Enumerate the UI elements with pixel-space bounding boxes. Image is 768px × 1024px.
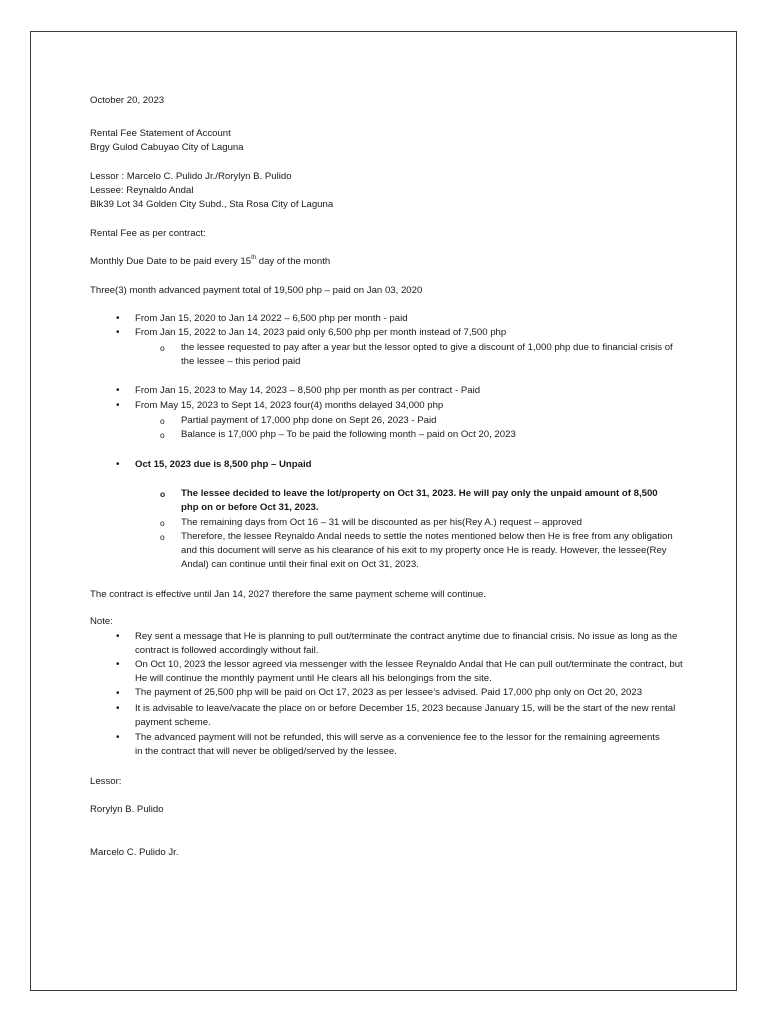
note-item: The payment of 25,500 php will be paid on Oct 17, 2023 as per lessee’s advised. Paid 17,000 php only on Oct 20, 2023 <box>135 687 643 698</box>
sub-bullet-icon: o <box>160 430 165 440</box>
note-item: The advanced payment will not be refunded, this will serve as a convenience fee to the lessor for the remaining agreements in the contract that will never be obliged/served by the lessee. <box>135 732 660 757</box>
bullet-icon: • <box>116 659 120 670</box>
address-line: Blk39 Lot 34 Golden City Subd., Sta Rosa City of Laguna <box>90 199 334 210</box>
contract-effective-line: The contract is effective until Jan 14, 2027 therefore the same payment scheme will continue. <box>90 589 487 600</box>
bullet-icon: • <box>116 400 120 411</box>
sub-bullet-icon: o <box>160 518 165 528</box>
signatory-name: Rorylyn B. Pulido <box>90 804 164 815</box>
payment-subitem: Partial payment of 17,000 php done on Sept 26, 2023 - Paid <box>181 415 437 426</box>
payment-item: From Jan 15, 2023 to May 14, 2023 – 8,500 php per month as per contract - Paid <box>135 385 481 396</box>
bullet-icon: • <box>116 385 120 396</box>
location-line: Brgy Gulod Cabuyao City of Laguna <box>90 142 244 153</box>
payment-item: From Jan 15, 2022 to Jan 14, 2023 paid only 6,500 php per month instead of 7,500 php <box>135 327 507 338</box>
payment-item: From May 15, 2023 to Sept 14, 2023 four(4) months delayed 34,000 php <box>135 400 444 411</box>
payment-subitem: Therefore, the lessee Reynaldo Andal needs to settle the notes mentioned below then He is free from any obligation and this document will serve as his clearance of his exit to my property once He is ready. However, the lessee(Rey Andal) can continue until their final exit on Oct 31, 2023. <box>181 531 673 570</box>
note-item: Rey sent a message that He is planning to pull out/terminate the contract anytime due to financial crisis. No issue as long as the contract is followed accordingly without fail. <box>135 631 678 656</box>
lessor-label: Lessor: <box>90 776 122 787</box>
bullet-icon: • <box>116 313 120 324</box>
sub-bullet-icon: o <box>160 343 165 353</box>
bullet-icon: • <box>116 688 120 699</box>
due-date-line: Monthly Due Date to be paid every 15th day of the month <box>90 255 331 267</box>
payment-item-unpaid: Oct 15, 2023 due is 8,500 php – Unpaid <box>135 459 312 470</box>
letter-date: October 20, 2023 <box>90 95 165 106</box>
bullet-icon: • <box>116 327 120 338</box>
bullet-icon: • <box>116 631 120 642</box>
payment-subitem: The lessee decided to leave the lot/property on Oct 31, 2023. He will pay only the unpaid amount of 8,500 php on or before Oct 31, 2023. <box>181 488 658 513</box>
lessor-line: Lessor : Marcelo C. Pulido Jr./Rorylyn B. Pulido <box>90 171 292 182</box>
payment-subitem: The remaining days from Oct 16 – 31 will be discounted as per his(Rey A.) request – approved <box>181 517 583 528</box>
payment-item: From Jan 15, 2020 to Jan 14 2022 – 6,500 php per month - paid <box>135 313 408 324</box>
lessee-line: Lessee: Reynaldo Andal <box>90 185 194 196</box>
sub-bullet-icon: o <box>160 532 165 542</box>
sub-bullet-icon: o <box>160 489 166 499</box>
signatory-name: Marcelo C. Pulido Jr. <box>90 847 179 858</box>
rental-fee-heading: Rental Fee as per contract: <box>90 228 206 239</box>
bullet-icon: • <box>116 459 120 470</box>
bullet-icon: • <box>116 732 120 743</box>
bullet-icon: • <box>116 703 120 714</box>
advance-payment-line: Three(3) month advanced payment total of 19,500 php – paid on Jan 03, 2020 <box>90 285 423 296</box>
note-item: It is advisable to leave/vacate the place on or before December 15, 2023 because January 15, will be the start of the new rental payment scheme. <box>135 703 676 728</box>
payment-subitem: the lessee requested to pay after a year but the lessor opted to give a discount of 1,000 php due to financial crisis of the lessee – this period paid <box>181 342 673 367</box>
note-item: On Oct 10, 2023 the lessor agreed via messenger with the lessee Reynaldo Andal that He can pull out/terminate the contract, but He will continue the monthly payment until He clears all his belongings from the site. <box>135 659 683 684</box>
note-heading: Note: <box>90 616 113 627</box>
sub-bullet-icon: o <box>160 416 165 426</box>
document-title: Rental Fee Statement of Account <box>90 128 231 139</box>
payment-subitem: Balance is 17,000 php – To be paid the following month – paid on Oct 20, 2023 <box>181 429 516 440</box>
